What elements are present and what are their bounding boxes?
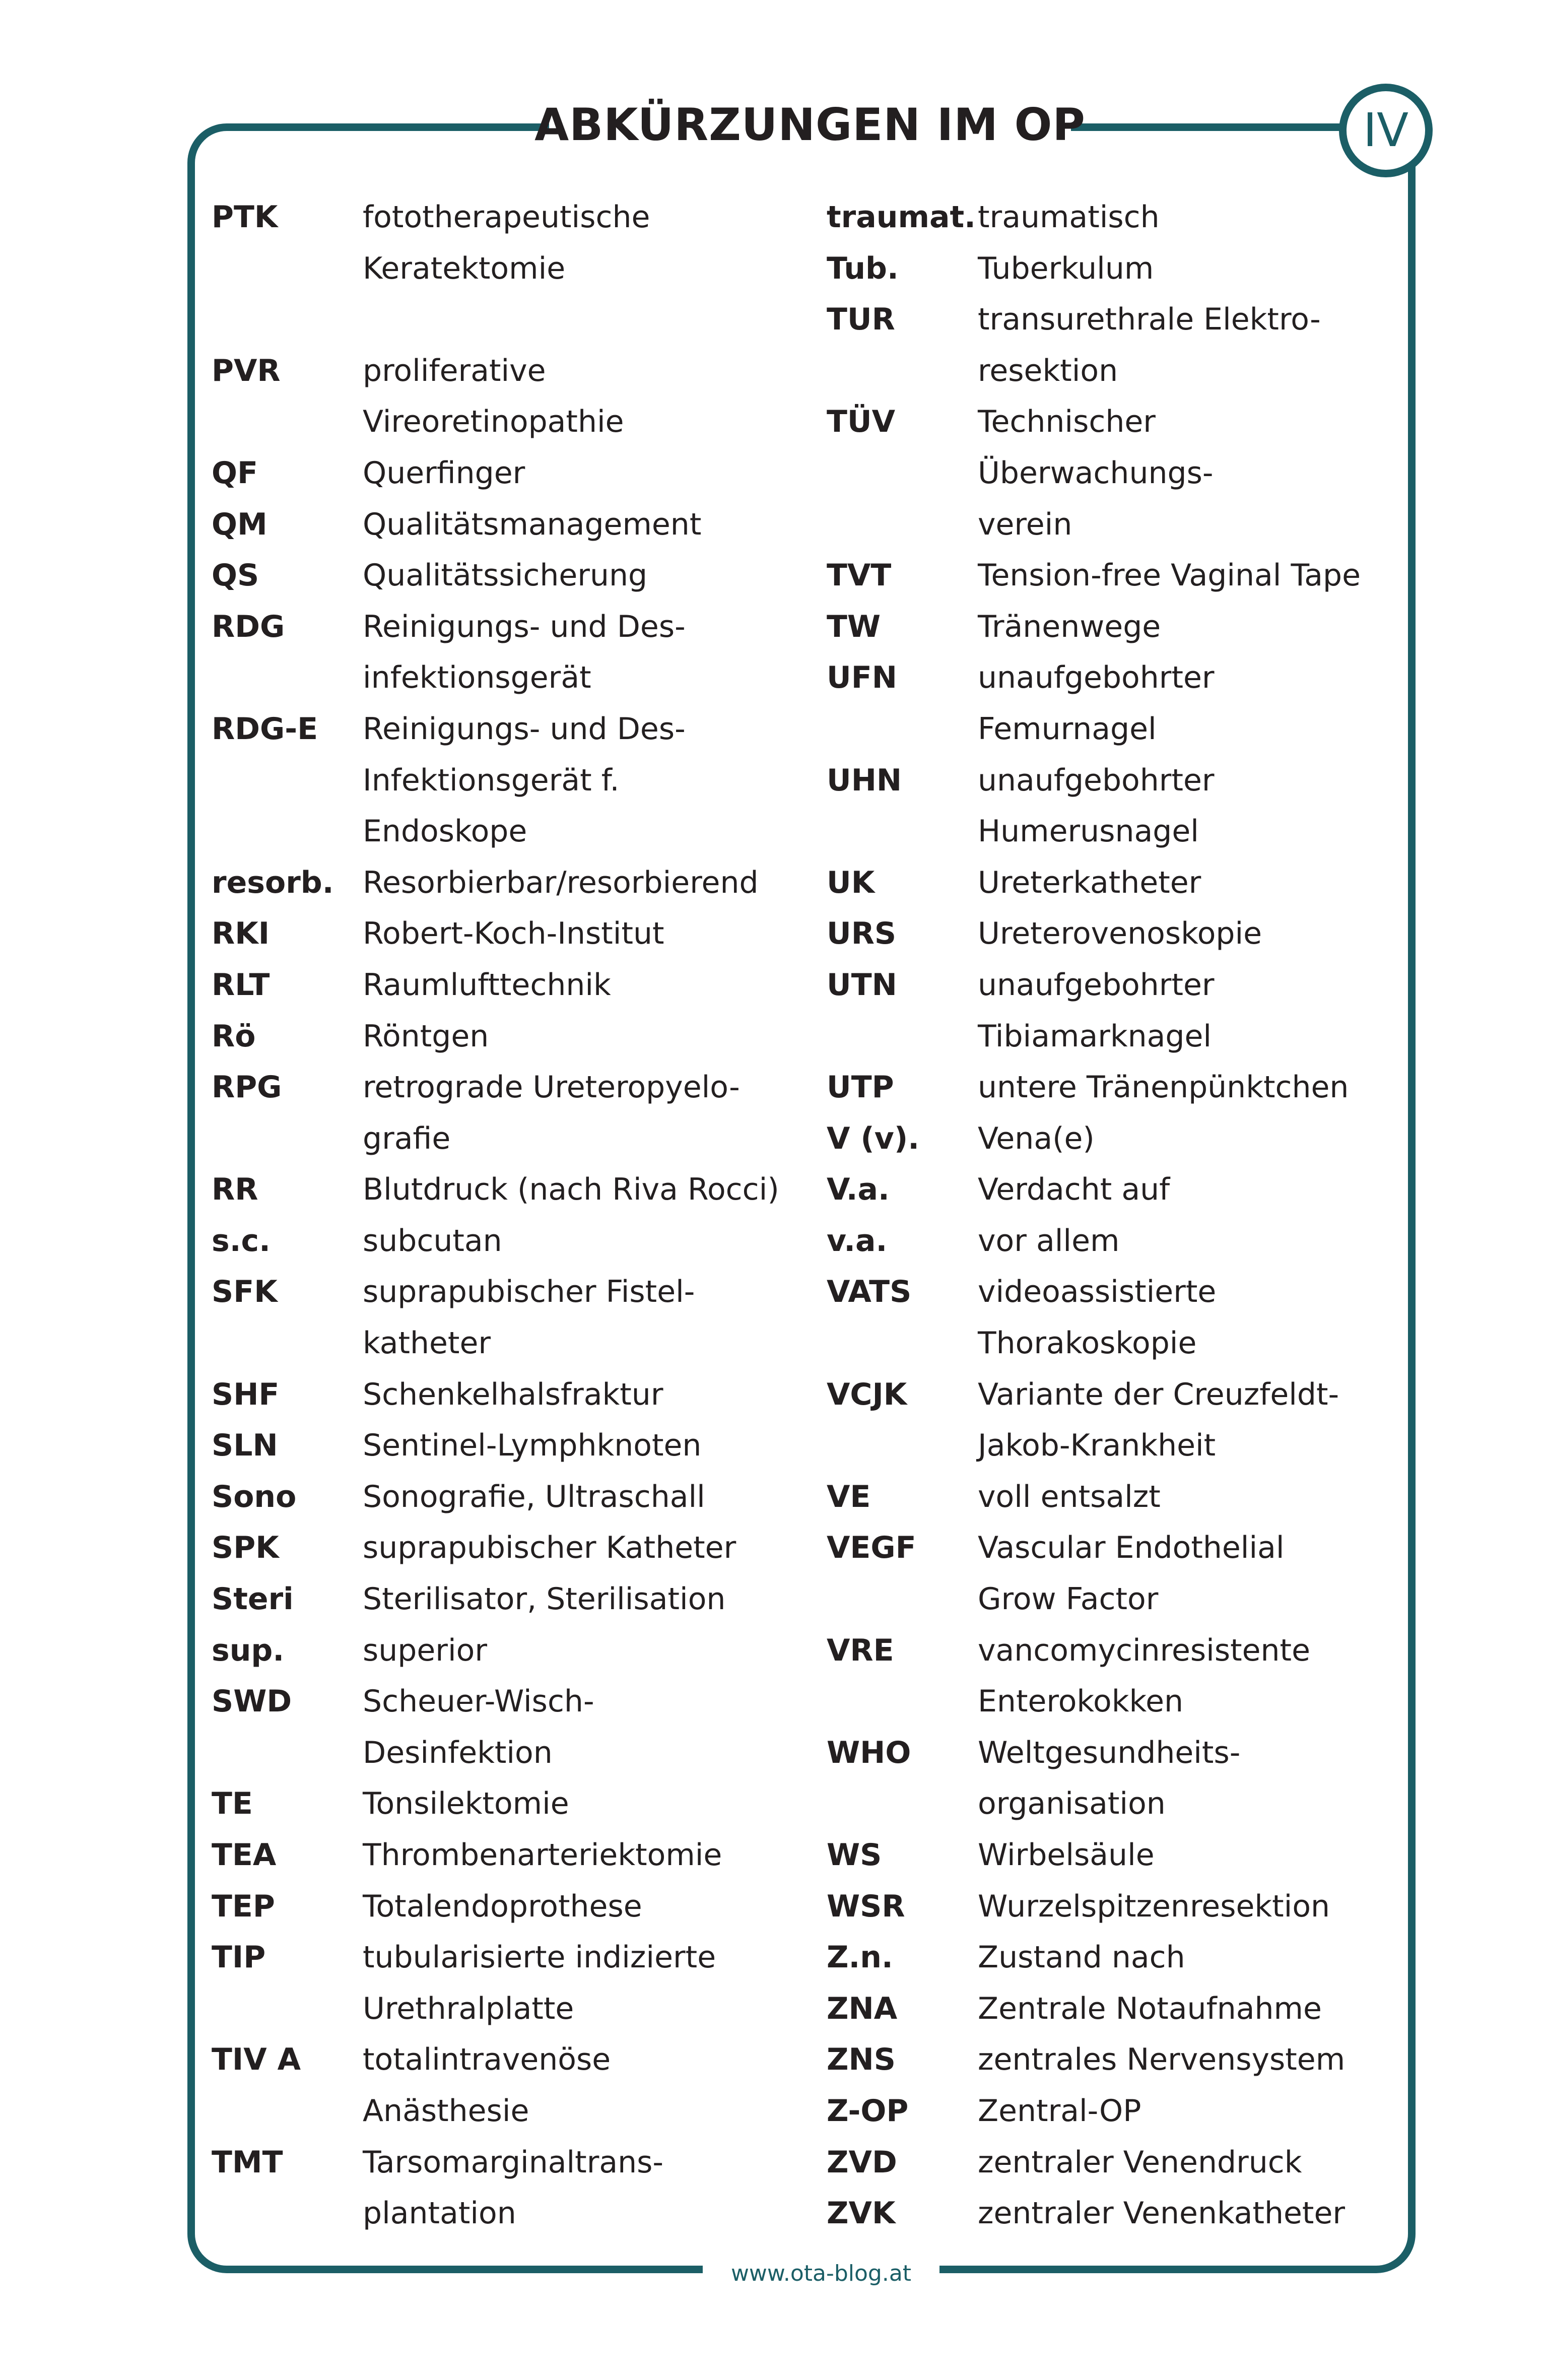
abbreviation-entry xyxy=(212,1830,816,1881)
definition-line: traumatisch xyxy=(978,200,1160,235)
abbreviation-entry xyxy=(212,1625,816,1677)
definition-line: Enterokokken xyxy=(978,1684,1184,1720)
abbreviation-definition xyxy=(363,550,816,602)
definition-line: totalintravenöse xyxy=(363,2042,611,2078)
abbreviation-definition xyxy=(363,1830,816,1881)
definition-line: Sentinel-Lymphknoten xyxy=(363,1428,702,1464)
definition-line: Reinigungs- und Des- xyxy=(363,711,686,747)
abbreviation-entry xyxy=(827,960,1411,1062)
abbreviation-entry xyxy=(212,704,816,857)
definition-line: Tension-free Vaginal Tape xyxy=(978,558,1361,593)
definition-line: Totalendoprothese xyxy=(363,1888,642,1924)
abbreviation-entry xyxy=(827,602,1411,653)
abbreviation-entry xyxy=(827,1830,1411,1881)
abbreviation-term: VATS xyxy=(827,1274,912,1310)
abbreviation-term: UTN xyxy=(827,967,897,1003)
abbreviation-entry xyxy=(212,1164,816,1216)
abbreviation-definition xyxy=(978,243,1411,295)
definition-line: Endoskope xyxy=(363,814,527,849)
abbreviation-definition xyxy=(363,192,816,294)
abbreviation-term: Rö xyxy=(212,1018,256,1054)
abbreviation-entry xyxy=(212,2034,816,2137)
abbreviation-definition xyxy=(978,1267,1411,1369)
abbreviation-definition xyxy=(978,2034,1411,2086)
definition-line: Sterilisator, Sterilisation xyxy=(363,1581,726,1617)
abbreviation-entry xyxy=(212,550,816,602)
abbreviation-term: ZNS xyxy=(827,2042,896,2078)
definition-line: Scheuer-Wisch- xyxy=(363,1684,594,1720)
abbreviation-definition xyxy=(978,294,1411,396)
abbreviation-definition xyxy=(978,755,1411,857)
abbreviation-term: resorb. xyxy=(212,865,334,900)
abbreviation-definition xyxy=(978,192,1411,243)
abbreviation-definition xyxy=(363,1369,816,1421)
definition-line: organisation xyxy=(978,1786,1166,1822)
abbreviation-definition xyxy=(978,1625,1411,1728)
definition-line: Zustand nach xyxy=(978,1940,1185,1975)
definition-line: Reinigungs- und Des- xyxy=(363,609,686,644)
abbreviation-entry xyxy=(827,2137,1411,2189)
abbreviation-entry xyxy=(212,1062,816,1164)
abbreviation-entry xyxy=(212,1267,816,1369)
abbreviation-entry xyxy=(212,1778,816,1830)
definition-line: Humerusnagel xyxy=(978,814,1199,849)
abbreviation-definition xyxy=(363,1420,816,1472)
definition-line: Technischer xyxy=(978,404,1156,440)
abbreviation-term: VE xyxy=(827,1479,871,1514)
abbreviation-entry xyxy=(212,857,816,909)
abbreviation-entry xyxy=(212,192,816,294)
definition-line: Zentral-OP xyxy=(978,2093,1141,2129)
abbreviation-entry xyxy=(827,857,1411,909)
definition-line: zentrales Nervensystem xyxy=(978,2042,1346,2078)
abbreviation-definition xyxy=(978,908,1411,960)
definition-line: Ureterkatheter xyxy=(978,865,1201,900)
definition-line: katheter xyxy=(363,1326,491,1361)
abbreviation-term: SHF xyxy=(212,1376,280,1412)
definition-line: Jakob-Krankheit xyxy=(978,1428,1216,1464)
abbreviation-definition xyxy=(363,1676,816,1778)
abbreviation-term: sup. xyxy=(212,1632,285,1668)
abbreviation-entry xyxy=(827,1267,1411,1369)
abbreviation-term: RPG xyxy=(212,1070,282,1105)
abbreviation-term: Z.n. xyxy=(827,1940,893,1975)
abbreviation-entry xyxy=(212,1574,816,1625)
abbreviation-entry xyxy=(827,1216,1411,1267)
definition-line: Infektionsgerät f. xyxy=(363,762,620,798)
abbreviation-term: WS xyxy=(827,1837,882,1873)
abbreviation-entry xyxy=(212,1932,816,2034)
definition-line: Thorakoskopie xyxy=(978,1326,1197,1361)
definition-line: zentraler Venendruck xyxy=(978,2144,1302,2180)
abbreviation-term: TUR xyxy=(827,302,895,338)
abbreviation-entry xyxy=(212,2137,816,2239)
abbreviation-entry xyxy=(212,1523,816,1574)
abbreviation-definition xyxy=(978,1216,1411,1267)
abbreviation-entry xyxy=(827,1625,1411,1728)
abbreviation-definition xyxy=(978,550,1411,602)
abbreviation-entry xyxy=(212,1881,816,1933)
abbreviation-definition xyxy=(363,602,816,704)
abbreviation-term: VEGF xyxy=(827,1530,916,1566)
definition-line: voll entsalzt xyxy=(978,1479,1161,1514)
abbreviation-definition xyxy=(363,960,816,1011)
definition-line: Resorbierbar/resorbierend xyxy=(363,865,759,900)
abbreviation-definition xyxy=(978,652,1411,755)
abbreviation-entry xyxy=(827,908,1411,960)
abbreviation-column-left xyxy=(212,192,816,2239)
abbreviation-entry xyxy=(212,960,816,1011)
definition-line: Tuberkulum xyxy=(978,250,1154,286)
abbreviation-term: TVT xyxy=(827,558,892,593)
abbreviation-definition xyxy=(978,857,1411,909)
abbreviation-definition xyxy=(978,1830,1411,1881)
abbreviation-entry xyxy=(827,1984,1411,2035)
definition-line: untere Tränenpünktchen xyxy=(978,1070,1349,1105)
definition-line: Variante der Creuzfeldt- xyxy=(978,1376,1339,1412)
definition-line: Tränenwege xyxy=(978,609,1161,644)
definition-line: Sonografie, Ultraschall xyxy=(363,1479,705,1514)
abbreviation-term: RDG-E xyxy=(212,711,318,747)
abbreviation-definition xyxy=(978,602,1411,653)
definition-line: vancomycinresistente xyxy=(978,1632,1310,1668)
definition-line: superior xyxy=(363,1632,488,1668)
abbreviation-definition xyxy=(363,857,816,909)
definition-line: Grow Factor xyxy=(978,1581,1159,1617)
abbreviation-definition xyxy=(363,448,816,499)
abbreviation-term: RKI xyxy=(212,916,270,952)
abbreviation-definition xyxy=(978,1523,1411,1625)
definition-line: Keratektomie xyxy=(363,250,566,286)
abbreviation-term: SWD xyxy=(212,1684,292,1720)
abbreviation-entry xyxy=(827,243,1411,295)
abbreviation-definition xyxy=(978,1881,1411,1933)
abbreviation-entry xyxy=(827,652,1411,755)
abbreviation-term: ZVD xyxy=(827,2144,897,2180)
definition-line: Raumlufttechnik xyxy=(363,967,611,1003)
definition-line: videoassistierte xyxy=(978,1274,1217,1310)
abbreviation-term: VRE xyxy=(827,1632,894,1668)
abbreviation-definition xyxy=(978,396,1411,550)
abbreviation-definition xyxy=(978,2188,1411,2239)
abbreviation-definition xyxy=(978,1164,1411,1216)
abbreviation-definition xyxy=(363,1164,816,1216)
abbreviation-definition xyxy=(363,704,816,857)
abbreviation-entry xyxy=(827,2086,1411,2137)
abbreviation-term: ZNA xyxy=(827,1991,898,2026)
abbreviation-term: Z-OP xyxy=(827,2093,909,2129)
abbreviation-definition xyxy=(363,499,816,551)
definition-line: proliferative xyxy=(363,353,546,388)
abbreviation-term: SFK xyxy=(212,1274,278,1310)
definition-line: plantation xyxy=(363,2196,516,2231)
abbreviation-term: RLT xyxy=(212,967,270,1003)
abbreviation-definition xyxy=(363,2034,816,2137)
abbreviation-definition xyxy=(363,1011,816,1063)
abbreviation-entry xyxy=(212,1420,816,1472)
definition-line: Femurnagel xyxy=(978,711,1157,747)
abbreviation-definition xyxy=(978,2086,1411,2137)
chapter-badge-label: IV xyxy=(1363,103,1409,157)
abbreviation-entry xyxy=(827,1932,1411,1984)
abbreviation-term: V.a. xyxy=(827,1172,890,1208)
definition-line: Wirbelsäule xyxy=(978,1837,1155,1873)
definition-line: tubularisierte indizierte xyxy=(363,1940,716,1975)
abbreviation-entry xyxy=(827,1062,1411,1113)
definition-line: Wurzelspitzenresektion xyxy=(978,1888,1330,1924)
definition-line: Tarsomarginaltrans- xyxy=(363,2144,664,2180)
abbreviation-term: PVR xyxy=(212,353,281,388)
definition-line: unaufgebohrter xyxy=(978,762,1215,798)
abbreviation-entry xyxy=(827,396,1411,550)
abbreviation-entry xyxy=(212,346,816,448)
definition-line: Vireoretinopathie xyxy=(363,404,624,440)
definition-line: retrograde Ureteropyelo- xyxy=(363,1070,740,1105)
abbreviation-term: traumat. xyxy=(827,200,976,235)
abbreviation-term: UK xyxy=(827,865,875,900)
definition-line: verein xyxy=(978,506,1072,542)
definition-line: vor allem xyxy=(978,1223,1120,1259)
abbreviation-term: QM xyxy=(212,506,267,542)
abbreviation-entry xyxy=(827,1728,1411,1830)
abbreviation-definition xyxy=(363,1881,816,1933)
abbreviation-term: TMT xyxy=(212,2144,283,2180)
abbreviation-definition xyxy=(363,1932,816,2034)
definition-line: Tonsilektomie xyxy=(363,1786,569,1822)
page-title: ABKÜRZUNGEN IM OP xyxy=(534,99,1086,151)
definition-line: Thrombenarteriektomie xyxy=(363,1837,722,1873)
abbreviation-entry xyxy=(827,1472,1411,1523)
definition-line: grafie xyxy=(363,1120,451,1156)
definition-line: Qualitätssicherung xyxy=(363,558,648,593)
abbreviation-definition xyxy=(978,960,1411,1062)
definition-line: Blutdruck (nach Riva Rocci) xyxy=(363,1172,779,1208)
definition-line: fototherapeutische xyxy=(363,200,650,235)
abbreviation-definition xyxy=(363,1625,816,1677)
definition-line: subcutan xyxy=(363,1223,502,1259)
abbreviation-definition xyxy=(363,2137,816,2239)
definition-line: unaufgebohrter xyxy=(978,967,1215,1003)
abbreviation-term: TE xyxy=(212,1786,253,1822)
abbreviation-term: s.c. xyxy=(212,1223,271,1259)
definition-line: transurethrale Elektro- xyxy=(978,302,1321,338)
abbreviation-term: SPK xyxy=(212,1530,279,1566)
abbreviation-definition xyxy=(363,1523,816,1574)
abbreviation-entry xyxy=(827,1113,1411,1165)
abbreviation-definition xyxy=(978,2137,1411,2189)
abbreviation-entry xyxy=(212,499,816,551)
abbreviation-entry xyxy=(827,550,1411,602)
abbreviation-entry xyxy=(212,908,816,960)
abbreviation-definition xyxy=(363,1472,816,1523)
abbreviation-term: UFN xyxy=(827,660,897,696)
definition-line: zentraler Venenkatheter xyxy=(978,2196,1346,2231)
abbreviation-definition xyxy=(363,908,816,960)
abbreviation-term: URS xyxy=(827,916,897,952)
abbreviation-definition xyxy=(363,1778,816,1830)
abbreviation-term: RDG xyxy=(212,609,285,644)
abbreviation-term: V (v). xyxy=(827,1120,920,1156)
abbreviation-entry xyxy=(827,1369,1411,1472)
definition-line: Röntgen xyxy=(363,1018,489,1054)
abbreviation-entry xyxy=(827,1881,1411,1933)
abbreviation-definition xyxy=(978,1728,1411,1830)
definition-line: Zentrale Notaufnahme xyxy=(978,1991,1322,2026)
definition-line: Vascular Endothelial xyxy=(978,1530,1285,1566)
definition-line: suprapubischer Katheter xyxy=(363,1530,736,1566)
chapter-badge xyxy=(1339,84,1433,177)
abbreviation-entry xyxy=(827,2188,1411,2239)
definition-line: Urethralplatte xyxy=(363,1991,574,2026)
abbreviation-term: v.a. xyxy=(827,1223,888,1259)
abbreviation-term: WSR xyxy=(827,1888,905,1924)
abbreviation-definition xyxy=(978,1062,1411,1113)
abbreviation-term: UHN xyxy=(827,762,902,798)
abbreviation-term: WHO xyxy=(827,1735,911,1770)
abbreviation-term: RR xyxy=(212,1172,258,1208)
abbreviation-term: SLN xyxy=(212,1428,278,1464)
abbreviation-column-right xyxy=(827,192,1411,2239)
abbreviation-definition xyxy=(363,1216,816,1267)
definition-line: Verdacht auf xyxy=(978,1172,1170,1208)
definition-line: Überwachungs- xyxy=(978,455,1214,491)
abbreviation-term: ZVK xyxy=(827,2196,896,2231)
definition-line: infektionsgerät xyxy=(363,660,591,696)
definition-line: suprapubischer Fistel- xyxy=(363,1274,695,1310)
abbreviation-entry xyxy=(212,448,816,499)
definition-line: Qualitätsmanagement xyxy=(363,506,702,542)
abbreviation-definition xyxy=(978,1984,1411,2035)
title-box xyxy=(534,96,1086,154)
abbreviation-term: QF xyxy=(212,455,258,491)
abbreviation-term: TEP xyxy=(212,1888,275,1924)
abbreviation-entry xyxy=(827,1164,1411,1216)
definition-line: Desinfektion xyxy=(363,1735,553,1770)
abbreviation-definition xyxy=(978,1369,1411,1472)
abbreviation-entry xyxy=(827,755,1411,857)
abbreviation-entry xyxy=(827,192,1411,243)
abbreviation-term: TIV A xyxy=(212,2042,301,2078)
abbreviation-definition xyxy=(978,1113,1411,1165)
abbreviation-entry xyxy=(212,1011,816,1063)
definition-line: Vena(e) xyxy=(978,1120,1095,1156)
footer xyxy=(703,2248,939,2298)
definition-line: Ureterovenoskopie xyxy=(978,916,1262,952)
abbreviation-entry xyxy=(212,1369,816,1421)
definition-line: Robert-Koch-Institut xyxy=(363,916,664,952)
definition-line: Tibiamarknagel xyxy=(978,1018,1212,1054)
abbreviation-entry xyxy=(827,2034,1411,2086)
abbreviation-term: TEA xyxy=(212,1837,277,1873)
definition-line: Weltgesundheits- xyxy=(978,1735,1241,1770)
abbreviation-definition xyxy=(978,1932,1411,1984)
abbreviation-definition xyxy=(363,346,816,448)
definition-line: Schenkelhalsfraktur xyxy=(363,1376,663,1412)
footer-url[interactable]: www.ota-blog.at xyxy=(730,2260,912,2286)
abbreviation-entry xyxy=(827,1523,1411,1625)
abbreviation-entry xyxy=(212,1472,816,1523)
abbreviation-term: Sono xyxy=(212,1479,297,1514)
abbreviation-entry xyxy=(827,294,1411,396)
definition-line: Querfinger xyxy=(363,455,525,491)
abbreviation-definition xyxy=(363,1574,816,1625)
abbreviation-term: PTK xyxy=(212,200,278,235)
abbreviation-term: Tub. xyxy=(827,250,899,286)
definition-line: Anästhesie xyxy=(363,2093,529,2129)
definition-line: resektion xyxy=(978,353,1118,388)
abbreviation-term: VCJK xyxy=(827,1376,907,1412)
abbreviation-term: TW xyxy=(827,609,881,644)
abbreviation-term: QS xyxy=(212,558,259,593)
abbreviation-entry xyxy=(212,1676,816,1778)
abbreviation-definition xyxy=(363,1062,816,1164)
abbreviation-term: TIP xyxy=(212,1940,266,1975)
abbreviation-entry xyxy=(212,602,816,704)
abbreviation-definition xyxy=(978,1472,1411,1523)
abbreviation-term: TÜV xyxy=(827,404,896,440)
abbreviation-entry xyxy=(212,1216,816,1267)
definition-line: unaufgebohrter xyxy=(978,660,1215,696)
abbreviation-definition xyxy=(363,1267,816,1369)
abbreviation-term: Steri xyxy=(212,1581,294,1617)
abbreviation-term: UTP xyxy=(827,1070,894,1105)
